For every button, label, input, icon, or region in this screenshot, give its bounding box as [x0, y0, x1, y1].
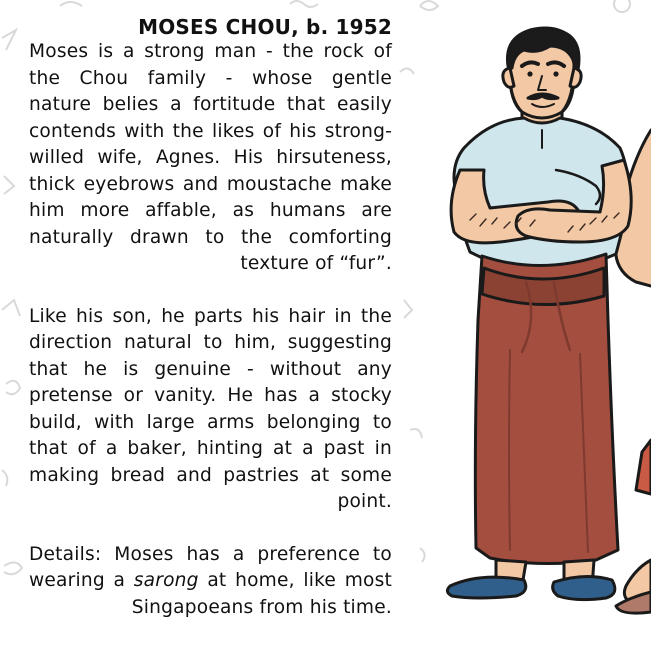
details-text-start: Details: Moses has a preference to wearing a [29, 543, 392, 591]
bio-details-paragraph [29, 542, 392, 622]
moses-illustration [430, 20, 651, 630]
bio-text-column [29, 14, 392, 621]
bio-title: MOSES CHOU, b. 1952 [138, 15, 392, 39]
details-text-end: at home, like most Singapoeans from his time. [131, 570, 393, 618]
sarong-term: sarong [133, 570, 199, 591]
flip-flop-icon [553, 576, 615, 599]
bio-paragraph-2: Like his son, he parts his hair in the direction natural to him, suggesting that he is genuine - without any pretense or vanity. He has a stocky build, with large arms belonging to that of a baker, hinting at a past in making bread and pastries at some point. [29, 305, 392, 512]
flip-flop-icon [447, 577, 525, 598]
bio-paragraph-1: Moses is a strong man - the rock of the Chou family - whose gentle nature belies a fortitude that easily contends with the likes of his strong-willed wife, Agnes. His hirsuteness, thick eyebrows and moustache make him more affable, as humans are naturally drawn to the comforting texture of “fur”. [29, 41, 392, 274]
